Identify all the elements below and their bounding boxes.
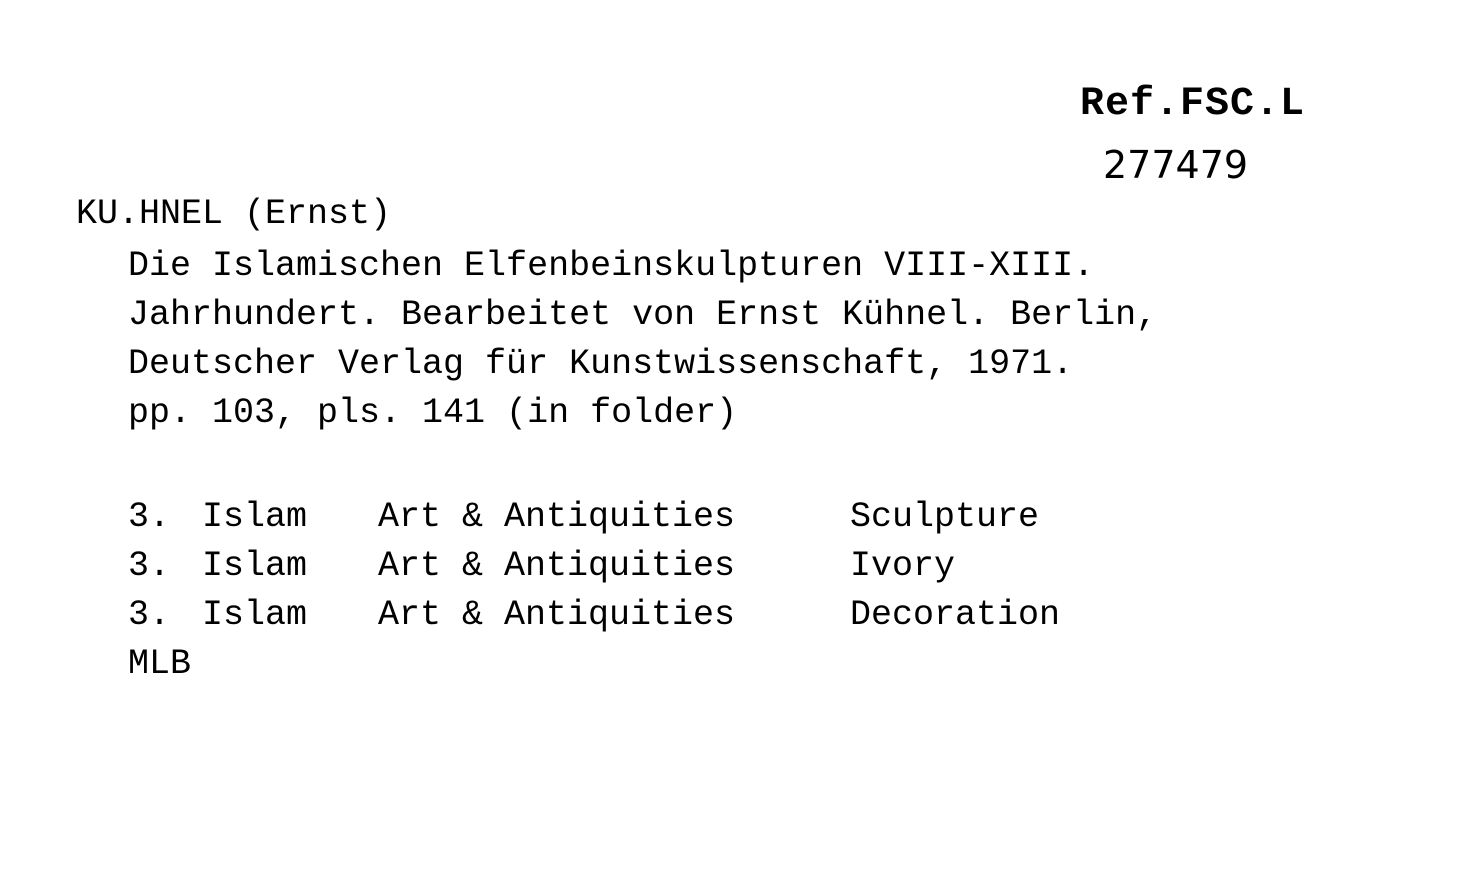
subject-entry (128, 542, 956, 591)
subject-section: Islam (202, 497, 308, 537)
subject-category: Art & Antiquities (378, 546, 736, 586)
subject-list (128, 493, 1061, 689)
call-number: Ref.FSC.L (1080, 82, 1306, 127)
subject-number: 3. (128, 497, 171, 537)
title-entry (128, 242, 1157, 438)
title-line: Die Islamischen Elfenbeinskulpturen VIII-XIII. (128, 246, 1095, 286)
cataloger-initials: MLB (128, 644, 192, 684)
subject-entry (128, 493, 1040, 542)
subject-topic: Sculpture (850, 497, 1040, 537)
accession-number: 277479 (1103, 143, 1249, 187)
subject-topic: Ivory (850, 546, 956, 586)
subject-section: Islam (202, 595, 308, 635)
collation-line: pp. 103, pls. 141 (in folder) (128, 393, 738, 433)
author-heading: KU.HNEL (Ernst) (76, 194, 392, 234)
subject-category: Art & Antiquities (378, 497, 736, 537)
subject-entry (128, 591, 1061, 640)
subject-number: 3. (128, 546, 171, 586)
subject-topic: Decoration (850, 595, 1061, 635)
title-line: Jahrhundert. Bearbeitet von Ernst Kühnel. Berlin, (128, 295, 1158, 335)
title-line: Deutscher Verlag für Kunstwissenschaft, 1971. (128, 344, 1074, 384)
subject-number: 3. (128, 595, 171, 635)
subject-section: Islam (202, 546, 308, 586)
subject-category: Art & Antiquities (378, 595, 736, 635)
